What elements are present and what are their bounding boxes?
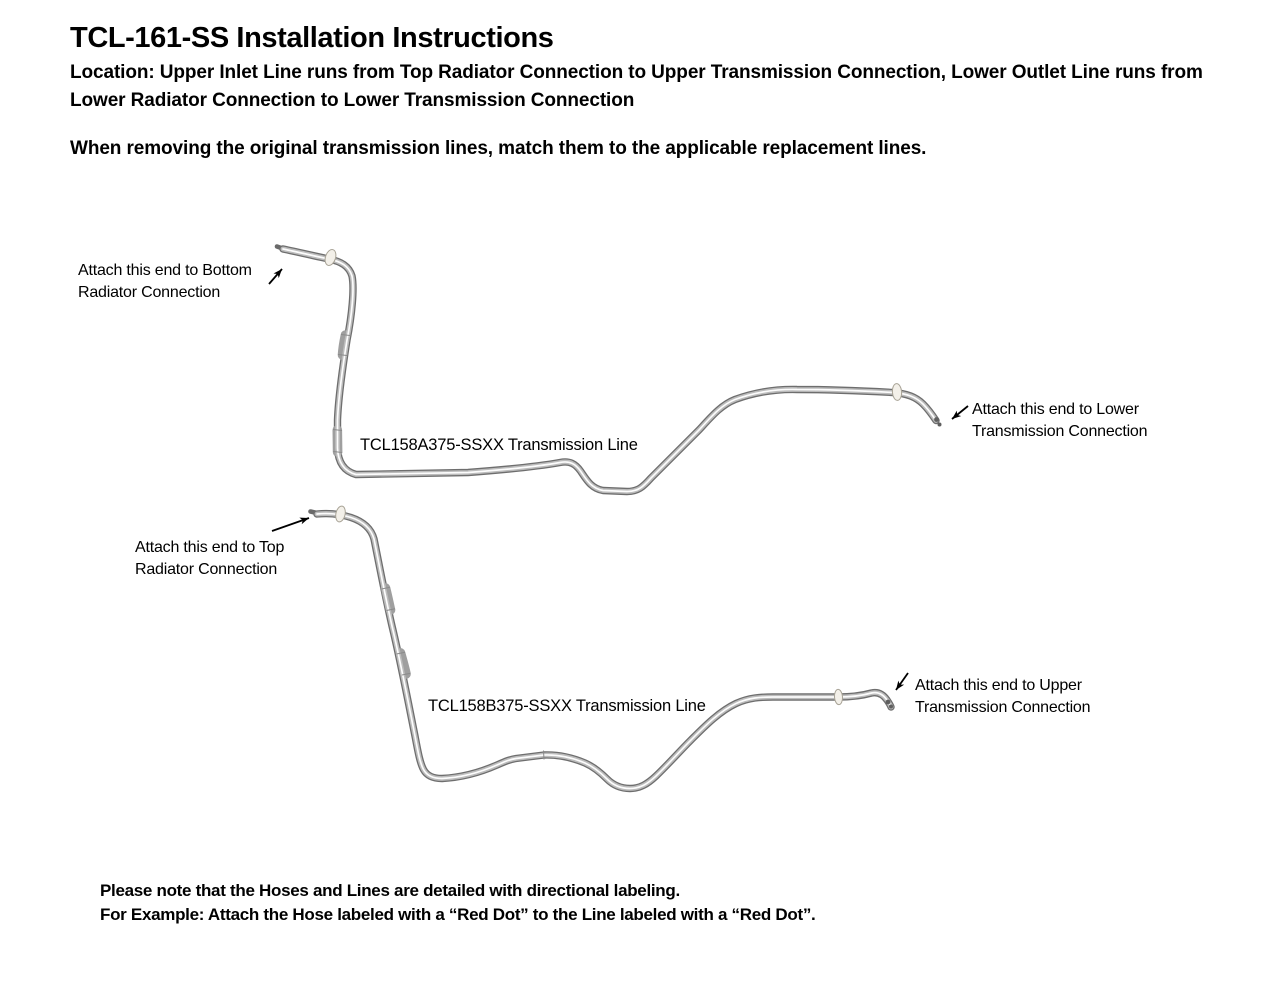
arrow-to-top-radiator-end [272, 518, 309, 531]
lower-line-right-fitting [886, 700, 891, 705]
note-line-2: For Example: Attach the Hose labeled with a “Red Dot” to the Line labeled with a “Red Dot”. [100, 905, 816, 924]
callout-text-line: Attach this end to Top [135, 539, 285, 556]
lower-line-right-fitting [889, 705, 893, 709]
callout-lower-transmission-connection [972, 399, 1147, 442]
lower-line-left-retainer-clip [334, 505, 346, 523]
arrow-to-bottom-radiator-end [269, 269, 282, 284]
callout-text-line: Radiator Connection [78, 283, 221, 301]
callout-text-line: Attach this end to Bottom [78, 262, 252, 279]
callout-arrows [269, 269, 968, 690]
location-line-2: Lower Radiator Connection to Lower Transmission Connection [70, 90, 635, 111]
part-label-upper-line: TCL158A375-SSXX Transmission Line [360, 436, 638, 454]
removal-instruction: When removing the original transmission lines, match them to the applicable replacement lines. [70, 138, 927, 159]
directional-labeling-note [100, 879, 815, 927]
lower-line-right-retainer-clip [834, 689, 843, 705]
upper-line-tube-outline [283, 249, 936, 492]
upper-line-right-fitting [934, 417, 939, 422]
callout-top-radiator-connection [135, 537, 284, 580]
callout-text-line: Radiator Connection [135, 560, 278, 578]
upper-line-tube-highlight [283, 249, 936, 492]
callout-upper-transmission-connection [915, 675, 1090, 718]
location-line-1: Location: Upper Inlet Line runs from Top Radiator Connection to Upper Transmission Connection, Lower Outlet Line runs from [70, 62, 1203, 83]
callout-text-line: Attach this end to Upper [915, 677, 1082, 694]
arrow-to-lower-transmission-end [952, 406, 968, 419]
upper-line-right-retainer-clip [892, 383, 902, 400]
callout-text-line: Attach this end to Lower [972, 401, 1139, 418]
joint-ring [544, 751, 545, 760]
upper-line-right-fitting [938, 423, 942, 427]
arrow-to-upper-transmission-end [896, 673, 908, 690]
callout-bottom-radiator-connection [78, 260, 252, 303]
lower-transmission-line-drawing [311, 505, 894, 788]
part-label-lower-line: TCL158B375-SSXX Transmission Line [428, 697, 706, 715]
location-description [70, 59, 1203, 115]
note-line-1: Please note that the Hoses and Lines are detailed with directional labeling. [100, 881, 680, 900]
callout-text-line: Transmission Connection [972, 422, 1148, 440]
upper-line-tube-body [283, 249, 936, 492]
callout-text-line: Transmission Connection [915, 698, 1091, 716]
page-title: TCL-161-SS Installation Instructions [70, 22, 554, 54]
